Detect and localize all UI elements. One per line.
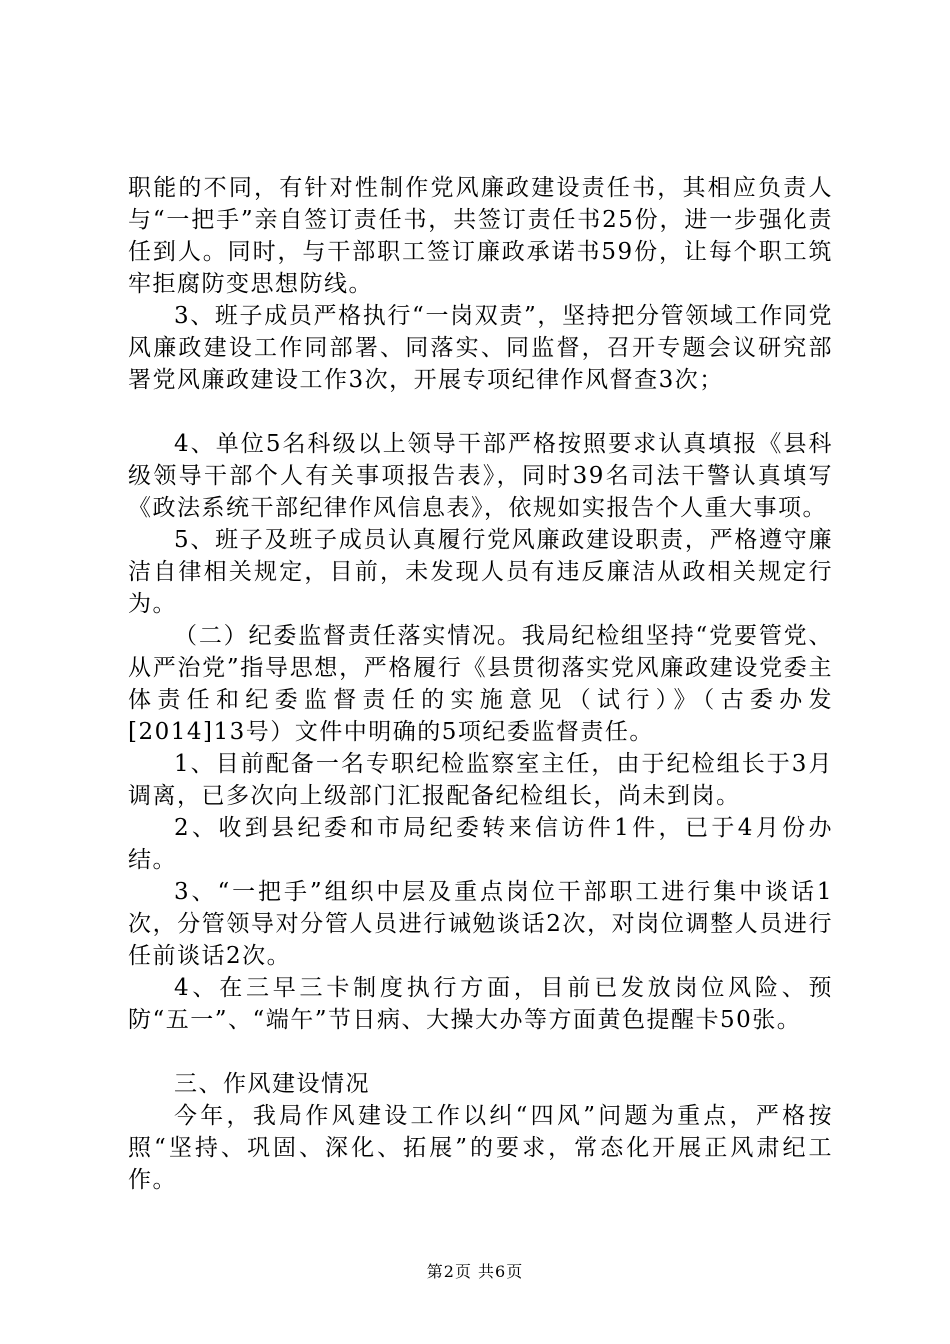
paragraph-section-discipline: （二）纪委监督责任落实情况。我局纪检组坚持“党要管党、从严治党”指导思想，严格履行《县贯彻落实党风廉政建设党委主体责任和纪委监督责任的实施意见（试行）》（古委办发[2014]13号）文件中明确的5项纪委监督责任。 <box>128 623 833 745</box>
section-heading-work-style: 三、作风建设情况 <box>174 1071 370 1097</box>
document-body <box>128 172 833 1196</box>
paragraph-discipline-item-3: 3、“一把手”组织中层及重点岗位干部职工进行集中谈话1次，分管领导对分管人员进行诫勉谈话2次，对岗位调整人员进行任前谈话2次。 <box>128 879 833 969</box>
paragraph-item-4-reports: 4、单位5名科级以上领导干部严格按照要求认真填报《县科级领导干部个人有关事项报告表》，同时39名司法干警认真填写《政法系统干部纪律作风信息表》，依规如实报告个人重大事项。 <box>128 431 833 521</box>
paragraph-item-3-duties: 3、班子成员严格执行“一岗双责”，坚持把分管领域工作同党风廉政建设工作同部署、同落实、同监督，召开专题会议研究部署党风廉政建设工作3次，开展专项纪律作风督查3次； <box>128 303 833 393</box>
paragraph-gap <box>128 396 833 428</box>
paragraph-discipline-item-2: 2、收到县纪委和市局纪委转来信访件1件，已于4月份办结。 <box>128 815 833 873</box>
paragraph-discipline-item-4: 4、在三早三卡制度执行方面，目前已发放岗位风险、预防“五一”、“端午”节日病、大操大办等方面黄色提醒卡50张。 <box>128 975 833 1033</box>
paragraph-work-style: 今年，我局作风建设工作以纠“四风”问题为重点，严格按照“坚持、巩固、深化、拓展”的要求，常态化开展正风肃纪工作。 <box>128 1103 833 1193</box>
paragraph-item-5-integrity: 5、班子及班子成员认真履行党风廉政建设职责，严格遵守廉洁自律相关规定，目前，未发现人员有违反廉洁从政相关规定行为。 <box>128 527 833 617</box>
paragraph-gap <box>128 1036 833 1068</box>
page-footer: 第2页 共6页 <box>426 1262 524 1281</box>
paragraph-responsibility-letters: 职能的不同，有针对性制作党风廉政建设责任书，其相应负责人与“一把手”亲自签订责任书，共签订责任书25份，进一步强化责任到人。同时，与干部职工签订廉政承诺书59份，让每个职工筑牢拒腐防变思想防线。 <box>128 175 833 297</box>
paragraph-discipline-item-1: 1、目前配备一名专职纪检监察室主任，由于纪检组长于3月调离，已多次向上级部门汇报配备纪检组长，尚未到岗。 <box>128 751 833 809</box>
